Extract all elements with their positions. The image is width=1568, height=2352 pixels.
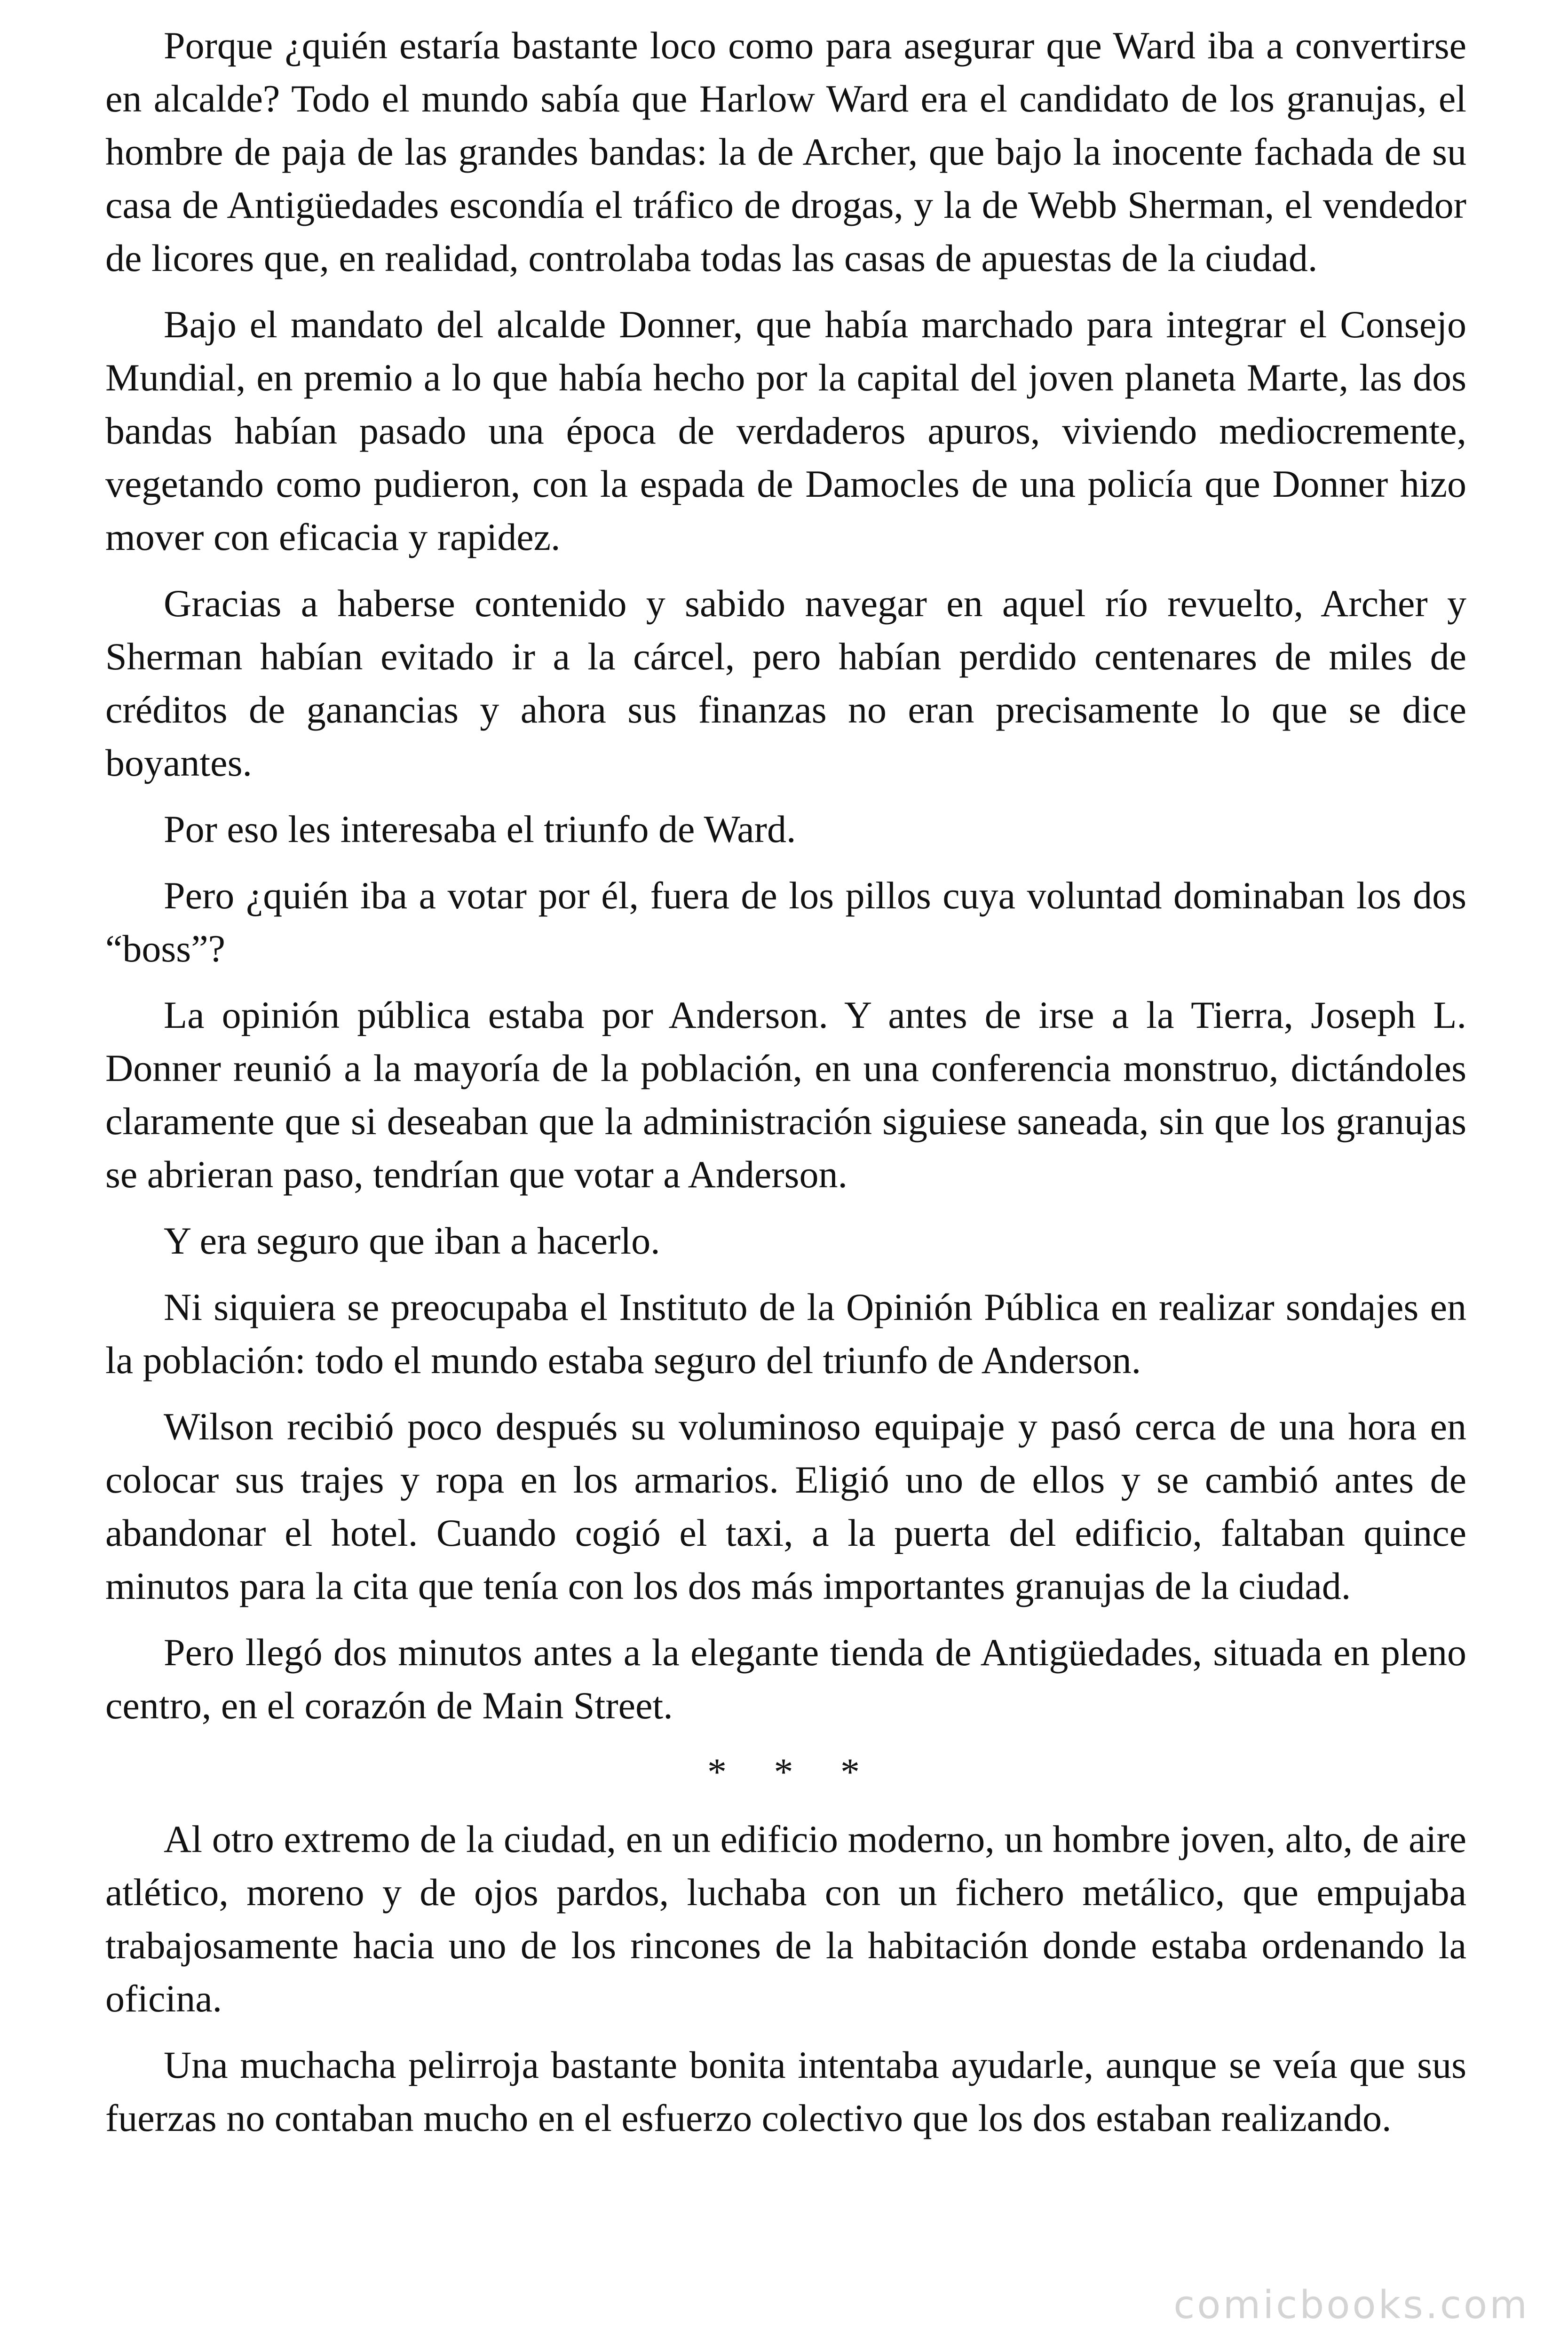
paragraph: Porque ¿quién estaría bastante loco como para asegurar que Ward iba a convertirse en alcalde? Todo el mundo sabía que Harlow Ward era el candidato de los granujas, el hombre de paja de las grandes bandas: la de Archer, que bajo la inocente fachada de su casa de Antigüedades escondía el tráfico de drogas, y la de Webb Sherman, el vendedor de licores que, en realidad, controlaba todas las casas de apuestas de la ciudad. <box>105 24 1466 279</box>
book-page <box>105 19 1466 2158</box>
paragraph: Pero ¿quién iba a votar por él, fuera de los pillos cuya voluntad dominaban los dos “boss”? <box>105 874 1466 970</box>
paragraph: Bajo el mandato del alcalde Donner, que había marchado para integrar el Consejo Mundial, en premio a lo que había hecho por la capital del joven planeta Marte, las dos bandas habían pasado una época de verdaderos apuros, viviendo mediocremente, vegetando como pudieron, con la espada de Damocles de una policía que Donner hizo mover con eficacia y rapidez. <box>105 303 1466 558</box>
watermark: comicbooks.com <box>1173 2283 1529 2328</box>
paragraph: Wilson recibió poco después su voluminoso equipaje y pasó cerca de una hora en colocar sus trajes y ropa en los armarios. Eligió uno de ellos y se cambió antes de abandonar el hotel. Cuando cogió el taxi, a la puerta del edificio, faltaban quince minutos para la cita que tenía con los dos más importantes granujas de la ciudad. <box>105 1405 1466 1607</box>
paragraph: Una muchacha pelirroja bastante bonita intentaba ayudarle, aunque se veía que sus fuerzas no contaban mucho en el esfuerzo colectivo que los dos estaban realizando. <box>105 2043 1466 2139</box>
paragraph: Por eso les interesaba el triunfo de Ward. <box>164 808 796 850</box>
paragraph: Al otro extremo de la ciudad, en un edificio moderno, un hombre joven, alto, de aire atlético, moreno y de ojos pardos, luchaba con un fichero metálico, que empujaba trabajosamente hacia uno de los rincones de la habitación donde estaba ordenando la oficina. <box>105 1818 1466 2020</box>
paragraph: Pero llegó dos minutos antes a la elegante tienda de Antigüedades, situada en pleno centro, en el corazón de Main Street. <box>105 1631 1466 1727</box>
paragraph: Ni siquiera se preocupaba el Instituto de la Opinión Pública en realizar sondajes en la población: todo el mundo estaba seguro del triunfo de Anderson. <box>105 1286 1466 1382</box>
section-separator: * * * <box>707 1750 864 1793</box>
paragraph: Y era seguro que iban a hacerlo. <box>164 1219 660 1262</box>
paragraph: La opinión pública estaba por Anderson. Y antes de irse a la Tierra, Joseph L. Donner reunió a la mayoría de la población, en una conferencia monstruo, dictándoles claramente que si deseaban que la administración siguiese saneada, sin que los granujas se abrieran paso, tendrían que votar a Anderson. <box>105 993 1466 1196</box>
paragraph: Gracias a haberse contenido y sabido navegar en aquel río revuelto, Archer y Sherman habían evitado ir a la cárcel, pero habían perdido centenares de miles de créditos de ganancias y ahora sus finanzas no eran precisamente lo que se dice boyantes. <box>105 582 1466 784</box>
